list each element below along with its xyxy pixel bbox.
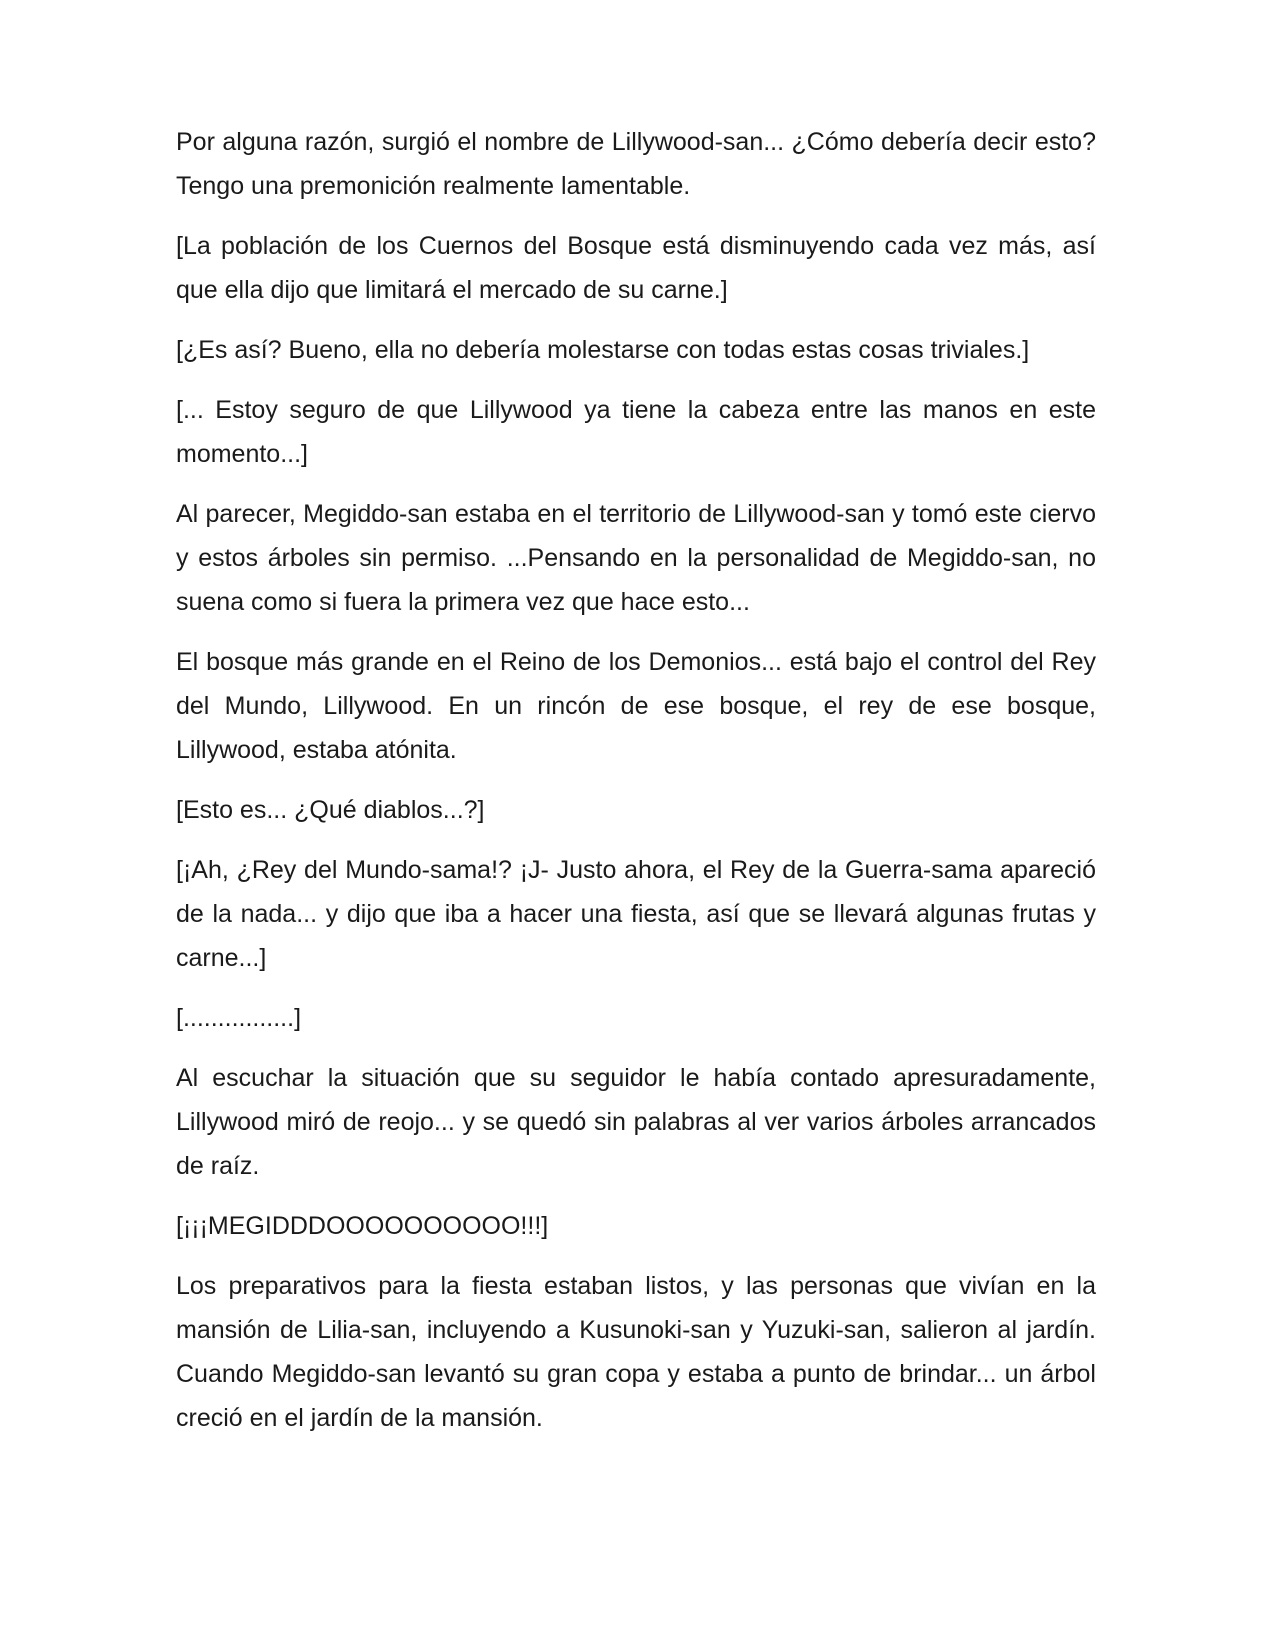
document-page bbox=[176, 120, 1096, 1456]
paragraph: [................] bbox=[176, 1004, 302, 1032]
paragraph: [¡Ah, ¿Rey del Mundo-sama!? ¡J- Justo ahora, el Rey de la Guerra-sama apareció de la nada... y dijo que iba a hacer una fiesta, así que se llevará algunas frutas y carne...] bbox=[176, 856, 1096, 972]
paragraph: [Esto es... ¿Qué diablos...?] bbox=[176, 796, 485, 824]
paragraph: [¡¡¡MEGIDDDOOOOOOOOOO!!!] bbox=[176, 1212, 549, 1240]
paragraph: El bosque más grande en el Reino de los Demonios... está bajo el control del Rey del Mundo, Lillywood. En un rincón de ese bosque, el rey de ese bosque, Lillywood, estaba atónita. bbox=[176, 648, 1096, 764]
paragraph: Al escuchar la situación que su seguidor le había contado apresuradamente, Lillywood miró de reojo... y se quedó sin palabras al ver varios árboles arrancados de raíz. bbox=[176, 1064, 1096, 1180]
paragraph: Al parecer, Megiddo-san estaba en el territorio de Lillywood-san y tomó este ciervo y estos árboles sin permiso. ...Pensando en la personalidad de Megiddo-san, no suena como si fuera la primera vez que hace esto... bbox=[176, 500, 1096, 616]
paragraph: Por alguna razón, surgió el nombre de Lillywood-san... ¿Cómo debería decir esto? Tengo una premonición realmente lamentable. bbox=[176, 128, 1096, 200]
paragraph: Los preparativos para la fiesta estaban listos, y las personas que vivían en la mansión de Lilia-san, incluyendo a Kusunoki-san y Yuzuki-san, salieron al jardín. Cuando Megiddo-san levantó su gran copa y estaba a punto de brindar... un árbol creció en el jardín de la mansión. bbox=[176, 1272, 1096, 1432]
paragraph: [... Estoy seguro de que Lillywood ya tiene la cabeza entre las manos en este momento...] bbox=[176, 396, 1096, 468]
paragraph: [¿Es así? Bueno, ella no debería molestarse con todas estas cosas triviales.] bbox=[176, 336, 1030, 364]
paragraph: [La población de los Cuernos del Bosque está disminuyendo cada vez más, así que ella dijo que limitará el mercado de su carne.] bbox=[176, 232, 1096, 304]
